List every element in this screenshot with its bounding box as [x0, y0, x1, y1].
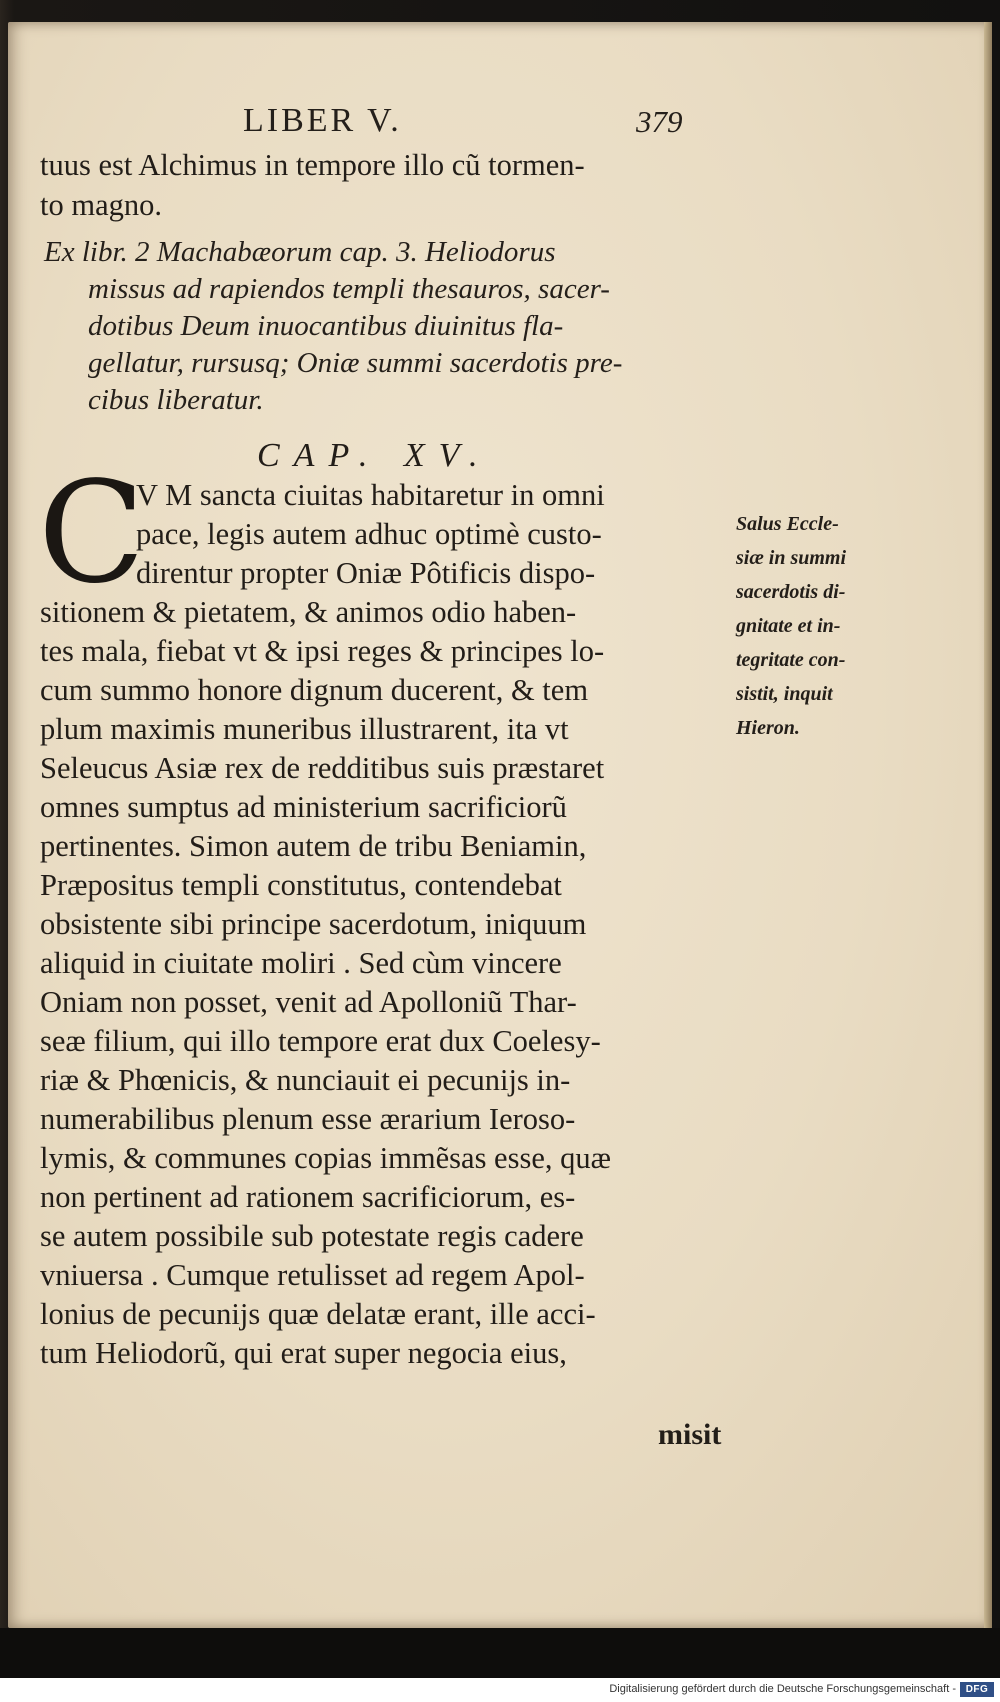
body-line: aliquid in ciuitate moliri . Sed cùm vincere [40, 946, 562, 980]
running-head: LIBER V. [243, 102, 402, 139]
body-line: sitionem & pietatem, & animos odio haben- [40, 595, 577, 629]
body-line: lonius de pecunijs quæ delatæ erant, ille acci- [40, 1297, 596, 1331]
summary-line: dotibus Deum inuocantibus diuinitus fla- [88, 310, 564, 342]
body-line: tes mala, fiebat vt & ipsi reges & principes lo- [40, 634, 605, 668]
body-line: Seleucus Asiæ rex de redditibus suis præstaret [40, 751, 605, 785]
margin-note-line: sacerdotis di- [736, 581, 846, 603]
page-edge [984, 22, 992, 1628]
margin-note-line: sistit, inquit [736, 683, 833, 705]
opening-line: tuus est Alchimus in tempore illo cũ tormen- [40, 148, 585, 182]
dfg-logo: DFG [960, 1682, 994, 1697]
body-line: pace, legis autem adhuc optimè custo- [136, 517, 602, 551]
margin-note-line: tegritate con- [736, 649, 846, 671]
body-line: pertinentes. Simon autem de tribu Beniamin, [40, 829, 587, 863]
summary-line: gellatur, rursusq; Oniæ summi sacerdotis pre- [88, 347, 623, 379]
body-line: vniuersa . Cumque retulisset ad regem Apol- [40, 1258, 585, 1292]
body-line: numerabilibus plenum esse ærarium Ierosо- [40, 1102, 576, 1136]
body-line: Oniam non posset, venit ad Apolloniũ Thar- [40, 985, 577, 1019]
body-line: tum Heliodorũ, qui erat super negocia eius, [40, 1336, 567, 1370]
body-line: cum summo honore dignum ducerent, & tem [40, 673, 589, 707]
body-line: plum maximis muneribus illustrarent, ita vt [40, 712, 569, 746]
opening-line: to magno. [40, 188, 162, 222]
body-line: omnes sumptus ad ministerium sacrificiorũ [40, 790, 567, 824]
page-number: 379 [636, 104, 683, 139]
body-line: non pertinent ad rationem sacrificiorum, es- [40, 1180, 576, 1214]
summary-line: missus ad rapiendos templi thesauros, sacer- [88, 273, 610, 305]
drop-cap: C [38, 452, 146, 615]
body-line: V M sancta ciuitas habitaretur in omni [136, 478, 605, 512]
chapter-heading: CAP. XV. [257, 437, 492, 474]
body-line: se autem possibile sub potestate regis cadere [40, 1219, 584, 1253]
summary-line: cibus liberatur. [88, 384, 264, 416]
body-line: seæ filium, qui illo tempore erat dux Coelesy- [40, 1024, 601, 1058]
body-line: direntur propter Oniæ Pôtificis dispo- [136, 556, 596, 590]
margin-note-line: Hieron. [736, 717, 800, 739]
scan-bottom-band [0, 1628, 1000, 1678]
summary-line: Ex libr. 2 Machabæorum cap. 3. Heliodorus [44, 236, 556, 268]
margin-note-line: siæ in summi [736, 547, 847, 569]
digitization-credit: Digitalisierung gefördert durch die Deutsche Forschungsgemeinschaft - [609, 1683, 956, 1695]
margin-note-line: Salus Eccle- [736, 513, 839, 535]
body-line: Præpositus templi constitutus, contendebat [40, 868, 562, 902]
body-line: riæ & Phœnicis, & nunciauit ei pecunijs in- [40, 1063, 571, 1097]
body-line: lymis, & communes copias immẽsas esse, quæ [40, 1141, 611, 1175]
margin-note-line: gnitate et in- [736, 615, 841, 637]
body-line: obsistente sibi principe sacerdotum, iniquum [40, 907, 587, 941]
catchword: misit [658, 1418, 722, 1451]
